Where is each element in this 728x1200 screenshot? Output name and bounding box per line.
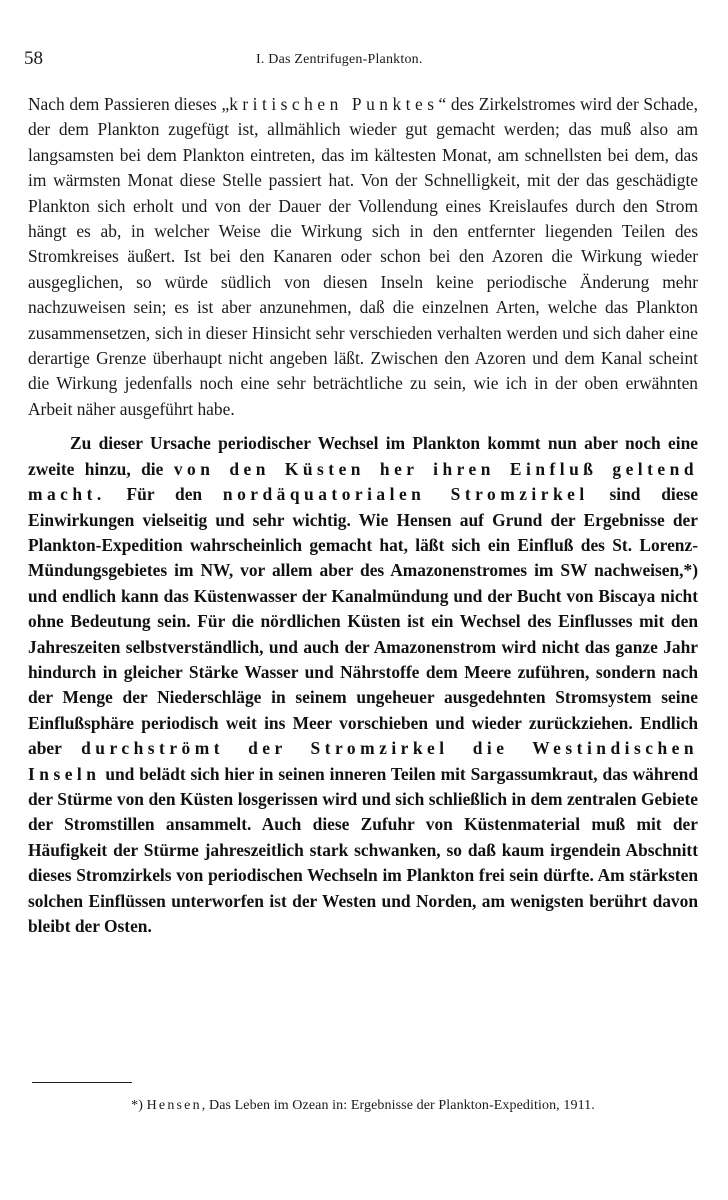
footnote-author: Hensen	[146, 1098, 202, 1113]
paragraph-2-text-c: sind diese Einwirkungen vielseitig und sehr wichtig. Wie Hensen auf Grund der Ergebnisse der Plankton-Expedition wahrscheinlich gemacht hat, läßt sich ein Einfluß des St. Lorenz-Mündungsgebietes im NW, vor allem aber des Amazonenstromes im SW nachweisen,*) und endlich kann das Küstenwasser der Kanalmündung und der Bucht von Biscaya nicht ohne Bedeutung sein. Für die nördlichen Küsten ist ein Wechsel des Einflusses mit den Jahreszeiten selbstverständlich, und auch der Amazonenstrom wird nicht das ganze Jahr hindurch in gleicher Stärke Wasser und Nährstoffe dem Meere zuführen, sondern nach der Menge der Niederschläge in seinem ungeheuer ausgedehnten Stromsystem seine Einflußsphäre periodisch weit ins Meer vorschieben und wieder zurückziehen. Endlich aber	[28, 484, 698, 759]
footnote	[28, 1098, 698, 1114]
footnote-text: , Das Leben im Ozean in: Ergebnisse der Plankton-Expedition, 1911.	[201, 1098, 595, 1113]
page-number: 58	[24, 48, 43, 69]
paragraph-2-text-d: und belädt sich hier in seinen inneren Teilen mit Sargassumkraut, das während der Stürme von den Küsten losgerissen wird und sich schließlich in dem zentralen Gebiete der Stromstillen ansammelt. Auch diese Zufuhr von Küstenmaterial muß mit der Häufigkeit der Stürme jahreszeitlich stark schwanken, so daß kaum irgendein Abschnitt dieses Stromzirkels von periodischen Wechseln im Plankton frei sein dürfte. Am stärksten solchen Einflüssen unterworfen ist der Westen und Norden, am wenigsten berührt davon bleibt der Osten.	[28, 763, 698, 936]
paragraph-2-spaced-phrase-3: durchströmt der Stromzirkel die Westindischen Inseln	[28, 738, 699, 784]
paragraph-1-spaced-term: kritischen Punktes	[229, 94, 439, 114]
paragraph-1	[28, 92, 698, 422]
running-head: I. Das Zentrifugen-Plankton.	[256, 52, 423, 67]
paragraph-1-text-a: Nach dem Passieren dieses „	[28, 94, 230, 114]
paragraph-2-text-b: Für den	[105, 484, 223, 505]
footnote-divider	[32, 1082, 132, 1083]
body-text	[28, 92, 698, 939]
paragraph-2-spaced-phrase-2: nordäquatorialen Stromzirkel	[222, 484, 589, 505]
footnote-marker: *)	[131, 1098, 147, 1113]
paragraph-1-text-b: “ des Zirkelstromes wird der Schade, der dem Plankton zugefügt ist, allmählich wieder gut gemacht werden; das muß also am langsamsten bei dem Plankton eintreten, das im kältesten Monat, am schnellsten bei dem, das im wärmsten Monat diese Stelle passiert hat. Von der Schnelligkeit, mit der das geschädigte Plankton sich erholt und von der Dauer der Vollendung eines Kreislaufes durch den Strom hängt es ab, in welcher Weise die Wirkung sich in den entfernter liegenden Teilen des Stromkreises äußert. Ist bei den Kanaren oder schon bei den Azoren die Wirkung wieder ausgeglichen, so würde südlich von diesen Inseln keine periodische Änderung mehr nachzuweisen sein; es ist aber anzunehmen, daß die einzelnen Arten, welche das Plankton zusammensetzen, sich in dieser Hinsicht sehr verschieden verhalten werden und sich daher eine derartige Grenze überhaupt nicht angeben läßt. Zwischen den Azoren und dem Kanal scheint die Wirkung jedenfalls noch eine sehr beträchtliche zu sein, wie ich in der oben erwähnten Arbeit näher ausgeführt habe.	[28, 94, 698, 419]
page-header	[24, 48, 704, 72]
paragraph-2	[28, 431, 698, 939]
paragraph-2-text-a: Zu dieser Ursache periodischer Wechsel im Plankton kommt nun aber noch eine zweite hinzu, die	[28, 433, 698, 479]
paragraph-2-spaced-phrase-1: von den Küsten her ihren Einfluß geltend macht.	[28, 458, 698, 505]
